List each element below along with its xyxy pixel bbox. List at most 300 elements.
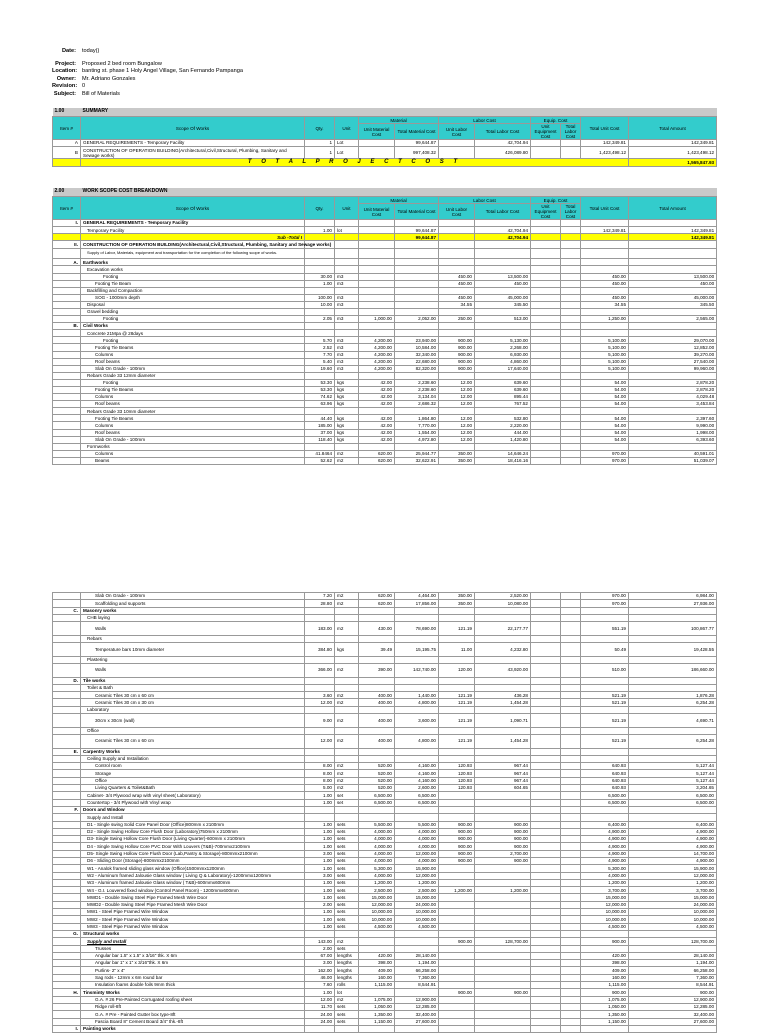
cell-unit-cost: 640.93 xyxy=(581,777,629,784)
cell-unit-material: 42.00 xyxy=(359,436,395,443)
cell-unit-equipment xyxy=(531,777,561,784)
cell-total-labor: 2,700.00 xyxy=(475,850,531,857)
cell-description: Slab On Grade - 100mm xyxy=(81,593,305,600)
cell-description: Columns xyxy=(81,422,305,429)
cell-unit-material: 15,000.00 xyxy=(359,894,395,901)
cell-item xyxy=(53,622,81,636)
cell-description: W4 - G.I. Louvered fixed window (Control Panel Room) - 1200mmx600mm xyxy=(81,887,305,894)
cell-unit-equipment xyxy=(531,643,561,657)
breakdown-row xyxy=(53,836,717,843)
cell-qty xyxy=(305,755,335,762)
cell-unit-equipment xyxy=(531,923,561,930)
cell-unit-material: 1,150.00 xyxy=(359,1018,395,1025)
cell-unit-labor xyxy=(439,952,475,959)
cell-total-material xyxy=(395,323,439,330)
cell-unit: sets xyxy=(335,872,359,879)
cell-total-equipment xyxy=(561,734,581,748)
cell-total-labor xyxy=(475,706,531,713)
cell-qty: 162.00 xyxy=(305,967,335,974)
cell-total-material: 4,972.80 xyxy=(395,436,439,443)
cell-qty: 53.30 xyxy=(305,387,335,394)
cell-total-equipment xyxy=(561,938,581,945)
cell-qty: 8.00 xyxy=(305,763,335,770)
cell-unit: lengths xyxy=(335,974,359,981)
cell-unit-material xyxy=(359,443,395,450)
cell-unit-equipment xyxy=(531,952,561,959)
cell-total-labor: 17,640.00 xyxy=(475,365,531,372)
cell-unit-cost: 142,349.81 xyxy=(581,227,629,234)
cell-total-equipment xyxy=(561,323,581,330)
cell-unit-material: 4,000.00 xyxy=(359,850,395,857)
cell-unit-material: 620.00 xyxy=(359,457,395,464)
col-unit: Unit xyxy=(335,117,359,140)
cell-unit: Lot xyxy=(335,140,359,147)
cell-unit-equipment xyxy=(531,422,561,429)
cell-item xyxy=(53,785,81,792)
cell-description: Walls xyxy=(81,663,305,677)
cell-total-labor xyxy=(475,879,531,886)
cell-unit: sets xyxy=(335,843,359,850)
cell-item xyxy=(53,266,81,273)
cell-unit: sets xyxy=(335,909,359,916)
cell-unit-equipment xyxy=(531,982,561,989)
cell-qty xyxy=(305,656,335,663)
cell-unit: rolls xyxy=(335,982,359,989)
cell-qty: 8.00 xyxy=(305,777,335,784)
cell-total-equipment xyxy=(561,614,581,621)
cell-unit-cost xyxy=(581,443,629,450)
cell-amount: 14,700.00 xyxy=(629,850,717,857)
cell-qty: 12.00 xyxy=(305,699,335,706)
cell-total-labor: 5,130.00 xyxy=(475,337,531,344)
cell-unit-equipment xyxy=(531,714,561,728)
cell-item xyxy=(53,828,81,835)
col-scope: Scope Of Works xyxy=(81,197,305,220)
location-label: Location: xyxy=(52,68,78,75)
cell-total-equipment xyxy=(561,982,581,989)
cell-unit-material xyxy=(359,227,395,234)
cell-qty: 5.40 xyxy=(305,358,335,365)
cell-unit-material: 4,200.00 xyxy=(359,351,395,358)
cell-qty xyxy=(305,234,335,241)
cell-item xyxy=(53,938,81,945)
breakdown-row xyxy=(53,1011,717,1018)
cell-unit-material: 42.00 xyxy=(359,387,395,394)
cell-description: Tinsminty Works xyxy=(81,989,305,996)
cell-qty: 12.00 xyxy=(305,996,335,1003)
cell-item xyxy=(53,887,81,894)
cell-total-labor: 1,090.71 xyxy=(475,714,531,728)
cell-unit-material: 160.00 xyxy=(359,974,395,981)
cell-amount: 28,140.00 xyxy=(629,952,717,959)
cell-unit-equipment xyxy=(531,879,561,886)
cell-unit-cost: 6,400.00 xyxy=(581,821,629,828)
cell-unit-equipment xyxy=(531,1003,561,1010)
breakdown-body-page-1 xyxy=(53,220,717,465)
cell-unit: m2 xyxy=(335,600,359,607)
cell-unit: sets xyxy=(335,1003,359,1010)
cell-unit-labor xyxy=(439,323,475,330)
cell-unit-material: 1,200.00 xyxy=(359,879,395,886)
revision-label: Revision: xyxy=(52,83,78,90)
cell-unit: m2 xyxy=(335,996,359,1003)
cell-item xyxy=(53,379,81,386)
cell-unit xyxy=(335,443,359,450)
cell-unit: m3 xyxy=(335,316,359,323)
cell-unit-material xyxy=(359,989,395,996)
breakdown-row xyxy=(53,656,717,663)
cell-item xyxy=(53,706,81,713)
cell-unit-equipment xyxy=(531,241,561,248)
cell-total-equipment xyxy=(561,930,581,937)
cell-total-material: 6,500.00 xyxy=(395,792,439,799)
cell-total-equipment xyxy=(561,635,581,642)
cell-unit: m2 xyxy=(335,734,359,748)
cell-unit-cost: 4,000.00 xyxy=(581,872,629,879)
cell-unit: m2 xyxy=(335,622,359,636)
cell-unit-equipment xyxy=(531,857,561,864)
cell-amount xyxy=(629,677,717,684)
cell-unit-material: 520.00 xyxy=(359,763,395,770)
cell-item xyxy=(53,692,81,699)
cell-unit-material xyxy=(359,938,395,945)
cell-description: Roof beams xyxy=(81,429,305,436)
cell-amount xyxy=(629,330,717,337)
cell-amount: 450.00 xyxy=(629,280,717,287)
cell-qty: 1.00 xyxy=(305,879,335,886)
breakdown-row xyxy=(53,429,717,436)
cell-qty xyxy=(305,814,335,821)
cell-unit-equipment xyxy=(531,814,561,821)
cell-total-material: 15,900.00 xyxy=(395,865,439,872)
cell-description: W3 - Aluminum framed Jalousie Glass window ( T&B)-600mmx600mm xyxy=(81,879,305,886)
cell-unit-cost: 900.00 xyxy=(581,938,629,945)
cell-total-equipment xyxy=(561,593,581,600)
cell-unit: kgs xyxy=(335,379,359,386)
cell-amount: 7,360.00 xyxy=(629,974,717,981)
cell-unit-material: 430.00 xyxy=(359,622,395,636)
col-amount: Total Amount xyxy=(629,117,717,140)
cell-unit-material: 398.00 xyxy=(359,960,395,967)
cell-description: Roof beams xyxy=(81,401,305,408)
cell-unit-equipment xyxy=(531,770,561,777)
breakdown-row xyxy=(53,308,717,315)
cell-unit: m3 xyxy=(335,358,359,365)
cell-qty xyxy=(305,748,335,755)
cell-item xyxy=(53,387,81,394)
cell-description: Masonry works xyxy=(81,607,305,614)
cell-total-labor xyxy=(475,982,531,989)
col-total-material: Total Material Cost xyxy=(395,124,439,140)
cell-total-equipment xyxy=(561,330,581,337)
cell-item xyxy=(53,894,81,901)
cell-unit-material xyxy=(359,684,395,691)
breakdown-row xyxy=(53,777,717,784)
cell-amount xyxy=(629,220,717,227)
cell-unit-material: 2,500.00 xyxy=(359,887,395,894)
cell-qty xyxy=(305,330,335,337)
cell-unit-cost: 970.00 xyxy=(581,457,629,464)
cell-amount: 19,428.55 xyxy=(629,643,717,657)
cell-unit-equipment xyxy=(531,358,561,365)
cell-qty xyxy=(305,1025,335,1032)
cell-total-material xyxy=(395,241,439,248)
cell-item xyxy=(53,799,81,806)
cell-total-labor: 967.44 xyxy=(475,770,531,777)
cell-total-material: 4,500.00 xyxy=(395,923,439,930)
cell-total-material: 4,000.00 xyxy=(395,843,439,850)
cell-total-material xyxy=(395,259,439,266)
cell-unit-cost: 1,115.00 xyxy=(581,982,629,989)
cell-unit: m2 xyxy=(335,714,359,728)
cell-unit-labor xyxy=(439,945,475,952)
cell-unit-labor: 120.93 xyxy=(439,785,475,792)
cell-unit-cost: 409.00 xyxy=(581,967,629,974)
total-project-cost-row xyxy=(53,159,717,166)
cell-amount: 40,591.01 xyxy=(629,450,717,457)
cell-amount xyxy=(629,287,717,294)
cell-unit: sets xyxy=(335,1011,359,1018)
cell-unit-cost: 970.00 xyxy=(581,600,629,607)
cell-total-equipment xyxy=(561,960,581,967)
cell-amount: 1,876.28 xyxy=(629,692,717,699)
cell-qty xyxy=(305,614,335,621)
cell-amount: 13,500.00 xyxy=(629,273,717,280)
breakdown-row xyxy=(53,843,717,850)
cell-total-labor xyxy=(475,656,531,663)
cell-unit: m2 xyxy=(335,663,359,677)
cell-amount: 6,254.28 xyxy=(629,734,717,748)
cell-unit-cost: 398.00 xyxy=(581,960,629,967)
cell-unit-cost xyxy=(581,1025,629,1032)
cell-item xyxy=(53,457,81,464)
cell-item xyxy=(53,996,81,1003)
breakdown-row xyxy=(53,408,717,415)
cell-unit-labor: 450.00 xyxy=(439,294,475,301)
cell-total-material: 66,258.00 xyxy=(395,967,439,974)
cell-total-equipment xyxy=(561,770,581,777)
cell-unit-labor: 120.93 xyxy=(439,763,475,770)
cell-item xyxy=(53,755,81,762)
cell-unit-labor xyxy=(439,996,475,1003)
cell-unit-cost xyxy=(581,945,629,952)
cell-unit-equipment xyxy=(531,1025,561,1032)
cell-qty: 7.70 xyxy=(305,351,335,358)
cell-total-equipment xyxy=(561,344,581,351)
cell-unit-cost: 54.00 xyxy=(581,379,629,386)
cell-item xyxy=(53,850,81,857)
cell-description: MW2 - Steel Pipe Framed Wire Window xyxy=(81,916,305,923)
cell-total-material xyxy=(395,684,439,691)
breakdown-row xyxy=(53,996,717,1003)
cell-total-material: 2,052.00 xyxy=(395,316,439,323)
col-unit-cost: Total Unit Cost xyxy=(581,117,629,140)
cell-total-equipment xyxy=(561,814,581,821)
cell-unit-labor: 900.00 xyxy=(439,843,475,850)
breakdown-row xyxy=(53,622,717,636)
cell-description: Ridge roll-8ft xyxy=(81,1003,305,1010)
cell-item: G. xyxy=(53,930,81,937)
breakdown-row xyxy=(53,872,717,879)
cell-unit: kgs xyxy=(335,401,359,408)
cell-unit-labor xyxy=(439,974,475,981)
cell-qty: 10.00 xyxy=(305,301,335,308)
breakdown-row xyxy=(53,248,717,259)
cell-unit-labor xyxy=(439,259,475,266)
cell-amount xyxy=(629,706,717,713)
cell-total-equipment xyxy=(561,663,581,677)
cell-total-equipment xyxy=(561,248,581,259)
cell-unit: m2 xyxy=(335,938,359,945)
cell-unit-labor: 900.00 xyxy=(439,850,475,857)
cell-total-material xyxy=(395,408,439,415)
cell-unit-material xyxy=(359,323,395,330)
cell-unit-equipment xyxy=(531,450,561,457)
cell-amount: 27,540.00 xyxy=(629,358,717,365)
cell-unit: m2 xyxy=(335,450,359,457)
cell-total-material: 4,000.00 xyxy=(395,857,439,864)
cell-unit-cost: 54.00 xyxy=(581,401,629,408)
cell-item: A. xyxy=(53,259,81,266)
breakdown-row xyxy=(53,220,717,227)
cell-item: H. xyxy=(53,989,81,996)
cell-total-equipment xyxy=(561,337,581,344)
breakdown-row xyxy=(53,259,717,266)
cell-unit-equipment xyxy=(531,677,561,684)
cell-unit-material: 400.00 xyxy=(359,734,395,748)
cell-total-equipment xyxy=(561,872,581,879)
cell-unit-material: 390.00 xyxy=(359,663,395,677)
cell-unit-equipment xyxy=(531,408,561,415)
cell-unit xyxy=(335,372,359,379)
cell-item xyxy=(53,287,81,294)
col-unit-equipment: Unit Equipment Cost xyxy=(531,204,561,220)
cell-description: MW3 - Steel Pipe Framed Wire Window xyxy=(81,923,305,930)
cell-description: Angular bar 1" x 1" x 3/16"thk. X 6m xyxy=(81,960,305,967)
cell-item xyxy=(53,865,81,872)
cell-unit-material xyxy=(359,614,395,621)
cell-item xyxy=(53,857,81,864)
cell-unit-cost: 10,000.00 xyxy=(581,909,629,916)
cell-unit-equipment xyxy=(531,308,561,315)
cell-unit-labor: 12.00 xyxy=(439,422,475,429)
cell-unit xyxy=(335,614,359,621)
date-value: today() xyxy=(82,48,100,54)
cell-unit-material xyxy=(359,294,395,301)
cell-unit-equipment xyxy=(531,974,561,981)
cell-total-labor: 42,704.94 xyxy=(475,234,531,241)
cell-total-labor xyxy=(475,372,531,379)
cell-total-material: 25,944.77 xyxy=(395,450,439,457)
cell-unit-cost: 54.00 xyxy=(581,415,629,422)
cell-unit xyxy=(335,806,359,813)
cell-unit-labor: 12.00 xyxy=(439,394,475,401)
cell-unit-equipment xyxy=(531,301,561,308)
cell-description: GENERAL REQUIREMENTS - Temporary Facility xyxy=(81,220,305,227)
cell-unit xyxy=(335,930,359,937)
cell-unit-equipment xyxy=(531,266,561,273)
cell-unit xyxy=(335,287,359,294)
cell-amount: 66,258.00 xyxy=(629,967,717,974)
cell-total-material: 27,600.00 xyxy=(395,1018,439,1025)
cell-qty: 9.00 xyxy=(305,714,335,728)
cell-item xyxy=(53,408,81,415)
cell-total-labor: 900.00 xyxy=(475,989,531,996)
cell-unit-cost: 54.00 xyxy=(581,387,629,394)
cell-unit-equipment xyxy=(531,865,561,872)
cell-item xyxy=(53,593,81,600)
cell-unit-equipment xyxy=(531,706,561,713)
col-equip: Equip. Cost xyxy=(531,117,581,124)
cell-description: Footing Tie Beam xyxy=(81,280,305,287)
cell-amount: 24,000.00 xyxy=(629,901,717,908)
breakdown-row xyxy=(53,755,717,762)
cell-unit-material xyxy=(359,635,395,642)
cell-item xyxy=(53,821,81,828)
cell-unit-material xyxy=(359,241,395,248)
cell-unit-material: 1,075.00 xyxy=(359,996,395,1003)
breakdown-row xyxy=(53,699,717,706)
cell-unit-cost xyxy=(581,930,629,937)
cell-description: Angular bar 1.5" x 1.5" x 3/16" thk. X 6m xyxy=(81,952,305,959)
cell-unit: sets xyxy=(335,836,359,843)
cell-amount: 4,900.00 xyxy=(629,843,717,850)
cell-description: Insulation foams double foils 9mm thick xyxy=(81,982,305,989)
cell-item xyxy=(53,308,81,315)
cell-total-material: 7,360.00 xyxy=(395,974,439,981)
cell-total-material xyxy=(395,273,439,280)
cell-unit-labor: 121.19 xyxy=(439,714,475,728)
cell-unit-labor xyxy=(439,967,475,974)
cell-qty: 24.00 xyxy=(305,1011,335,1018)
cell-amount: 8,544.91 xyxy=(629,982,717,989)
cell-unit-material xyxy=(359,287,395,294)
cell-unit-cost: 521.19 xyxy=(581,714,629,728)
cell-description: Rebars Grade 33 10mm diameter xyxy=(81,408,305,415)
cell-qty: 1.00 xyxy=(305,821,335,828)
cell-qty: 7.20 xyxy=(305,593,335,600)
cell-description: Footing xyxy=(81,316,305,323)
cell-total-material: 15,000.00 xyxy=(395,894,439,901)
cell-unit-material: 400.00 xyxy=(359,714,395,728)
breakdown-row xyxy=(53,316,717,323)
cell-qty: 185.00 xyxy=(305,422,335,429)
cell-amount: 15,000.00 xyxy=(629,894,717,901)
cell-unit: sets xyxy=(335,879,359,886)
cell-unit-cost xyxy=(581,748,629,755)
cell-item: C. xyxy=(53,607,81,614)
cell-unit-cost xyxy=(581,372,629,379)
breakdown-row xyxy=(53,960,717,967)
cell-total-equipment xyxy=(561,806,581,813)
cell-unit-labor: 120.93 xyxy=(439,777,475,784)
cell-description: CHB laying xyxy=(81,614,305,621)
cell-qty xyxy=(305,677,335,684)
cell-unit-material: 4,200.00 xyxy=(359,344,395,351)
cell-item xyxy=(53,429,81,436)
breakdown-row xyxy=(53,273,717,280)
cell-total-equipment xyxy=(561,857,581,864)
document-header xyxy=(52,48,243,99)
col-labor: Labor Cost xyxy=(439,117,531,124)
cell-amount: 2,565.00 xyxy=(629,316,717,323)
cell-unit-labor xyxy=(439,755,475,762)
cell-unit-material xyxy=(359,748,395,755)
cell-qty xyxy=(305,930,335,937)
cell-unit-labor xyxy=(439,879,475,886)
cell-unit-labor xyxy=(439,982,475,989)
cell-amount: 2,878.20 xyxy=(629,379,717,386)
